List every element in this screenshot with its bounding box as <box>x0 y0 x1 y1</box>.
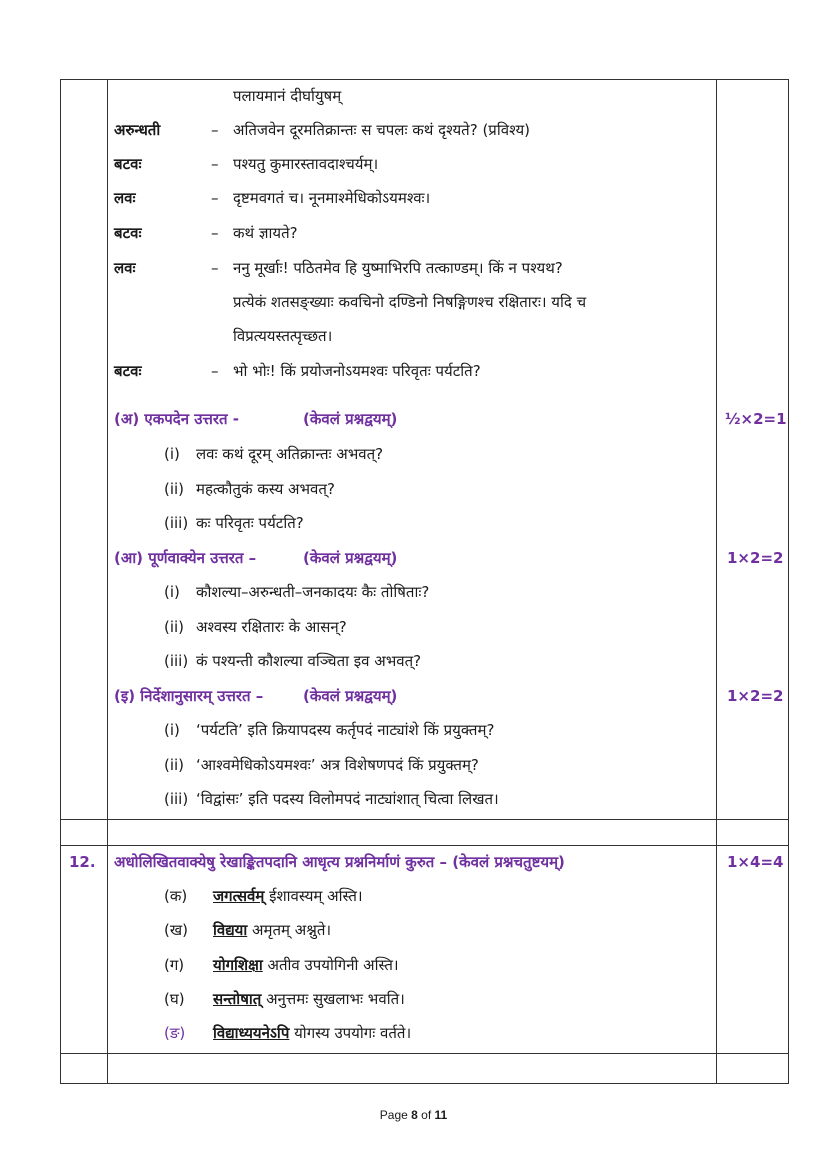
dialogue-dash: – <box>211 189 219 207</box>
item-rest: अतीव उपयोगिनी अस्ति। <box>262 956 399 974</box>
section-heading: (अ) एकपदेन उत्तरत - <box>114 410 239 428</box>
dialogue-dash: – <box>211 362 219 380</box>
marks-label: ½×2=1 <box>725 410 787 428</box>
dialogue-line: अतिजवेन दूरमतिक्रान्तः स चपलः कथं दृश्यते? (प्रविश्य) <box>233 121 530 139</box>
row-divider <box>61 845 788 846</box>
item-rest: ईशावस्यम् अस्ति। <box>264 887 363 905</box>
item-sentence <box>213 886 363 906</box>
section-note: (केवलं प्रश्नद्वयम्) <box>303 410 398 428</box>
question-text: ‘विद्वांसः’ इति पदस्य विलोमपदं नाट्यांशात् चित्वा लिखत। <box>196 790 499 808</box>
question-text: कः परिवृतः पर्यटति? <box>196 514 304 532</box>
speaker-name: बटवः <box>114 362 142 380</box>
underlined-word: जगत्सर्वम् <box>213 887 265 905</box>
question-text: ‘पर्यटति’ इति क्रियापदस्य कर्तृपदं नाट्यांशे किं प्रयुक्तम्? <box>196 721 495 739</box>
item-sentence <box>213 989 405 1009</box>
section-note: (केवलं प्रश्नद्वयम्) <box>303 687 398 705</box>
question-number: (iii) <box>164 790 189 808</box>
footer-middle: of <box>417 1108 435 1122</box>
underlined-word: योगशिक्षा <box>213 956 263 974</box>
row-divider <box>61 819 788 820</box>
question-text: कौशल्या–अरुन्धती–जनकादयः कैः तोषिताः? <box>196 583 430 601</box>
item-sentence <box>213 920 331 940</box>
question-number: (iii) <box>164 652 189 670</box>
question-text: अश्वस्य रक्षितारः के आसन्? <box>196 618 347 636</box>
dialogue-line: विप्रत्ययस्तत्पृच्छत। <box>233 327 333 345</box>
item-rest: अमृतम् अश्नुते। <box>247 921 332 939</box>
column-divider <box>107 80 108 1083</box>
total-pages: 11 <box>434 1108 448 1122</box>
item-label: (ङ) <box>164 1024 186 1042</box>
dialogue-line: कथं ज्ञायते? <box>233 224 298 242</box>
dialogue-dash: – <box>211 259 219 277</box>
speaker-name: बटवः <box>114 155 142 173</box>
current-page: 8 <box>411 1108 418 1122</box>
dialogue-dash: – <box>211 121 219 139</box>
marks-label: 1×2=2 <box>727 549 784 567</box>
question-heading: अधोलिखितवाक्येषु रेखाङ्कितपदानि आधृत्य प्रश्ननिर्माणं कुरुत – (केवलं प्रश्नचतुष्टयम्) <box>114 853 565 871</box>
underlined-word: विद्यया <box>213 921 248 939</box>
marks-label: 1×2=2 <box>727 687 784 705</box>
dialogue-line: पलायमानं दीर्घायुषम् <box>233 87 342 105</box>
question-number: (i) <box>164 583 180 601</box>
question-number: (i) <box>164 445 180 463</box>
item-sentence <box>213 955 399 975</box>
footer-prefix: Page <box>379 1108 412 1122</box>
item-label: (घ) <box>164 990 185 1008</box>
dialogue-line: ननु मूर्खाः! पठितमेव हि युष्माभिरपि तत्काण्डम्। किं न पश्यथ? <box>233 259 563 277</box>
item-label: (ख) <box>164 921 188 939</box>
section-note: (केवलं प्रश्नद्वयम्) <box>303 549 398 567</box>
dialogue-line: दृष्टमवगतं च। नूनमाश्मेधिकोऽयमश्वः। <box>233 189 431 207</box>
question-text: ‘आश्वमेधिकोऽयमश्वः’ अत्र विशेषणपदं किं प्रयुक्तम्? <box>196 756 479 774</box>
item-rest: योगस्य उपयोगः वर्तते। <box>289 1024 412 1042</box>
underlined-word: सन्तोषात् <box>213 990 262 1008</box>
marks-label: 1×4=4 <box>727 853 784 871</box>
item-label: (ग) <box>164 956 185 974</box>
section-heading: (इ) निर्देशानुसारम् उत्तरत – <box>114 687 264 705</box>
item-sentence <box>213 1023 411 1043</box>
question-number: (ii) <box>164 480 185 498</box>
speaker-name: बटवः <box>114 224 142 242</box>
question-number: (iii) <box>164 514 189 532</box>
dialogue-line: पश्यतु कुमारस्तावदाश्चर्यम्। <box>233 155 379 173</box>
question-number: (ii) <box>164 756 185 774</box>
section-heading: (आ) पूर्णवाक्येन उत्तरत – <box>114 549 257 567</box>
item-label: (क) <box>164 887 188 905</box>
dialogue-line: प्रत्येकं शतसङ्ख्याः कवचिनो दण्डिनो निषङ्गिणश्च रक्षितारः। यदि च <box>233 293 587 311</box>
question-text: लवः कथं दूरम् अतिक्रान्तः अभवत्? <box>196 445 384 463</box>
question-number: (i) <box>164 721 180 739</box>
question-number-label: 12. <box>69 853 96 871</box>
underlined-word: विद्याध्ययनेऽपि <box>213 1024 290 1042</box>
dialogue-dash: – <box>211 224 219 242</box>
speaker-name: लवः <box>114 189 136 207</box>
column-divider <box>716 80 717 1083</box>
dialogue-line: भो भोः! किं प्रयोजनोऽयमश्वः परिवृतः पर्यटति? <box>233 362 481 380</box>
question-text: महत्कौतुकं कस्य अभवत्? <box>196 480 335 498</box>
speaker-name: अरुन्धती <box>114 121 161 139</box>
dialogue-dash: – <box>211 155 219 173</box>
speaker-name: लवः <box>114 259 136 277</box>
page-footer <box>0 1108 827 1122</box>
question-text: कं पश्यन्ती कौशल्या वञ्चिता इव अभवत्? <box>196 652 422 670</box>
question-number: (ii) <box>164 618 185 636</box>
item-rest: अनुत्तमः सुखलाभः भवति। <box>261 990 405 1008</box>
row-divider <box>61 1053 788 1054</box>
